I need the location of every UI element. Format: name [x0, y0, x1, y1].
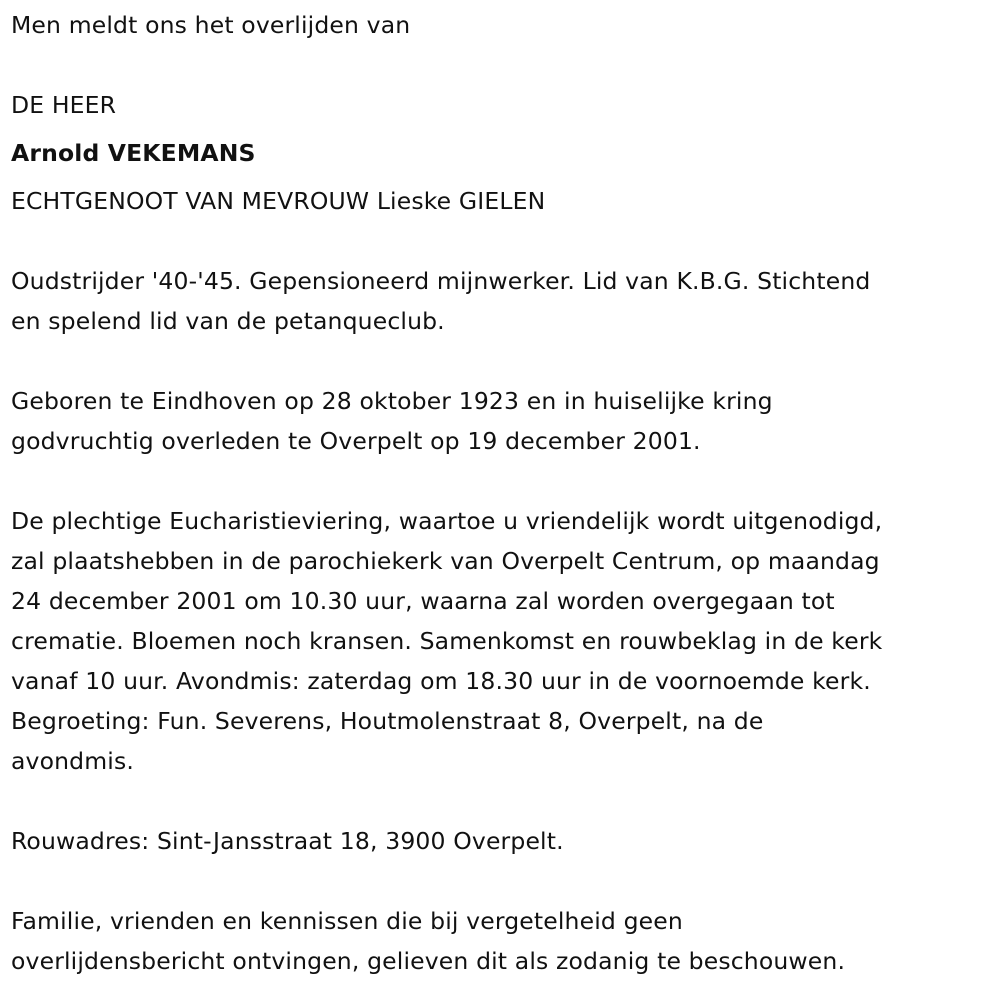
ceremony-line: vanaf 10 uur. Avondmis: zaterdag om 18.30 uur in de voornoemde kerk. [11, 667, 871, 695]
deceased-name: Arnold VEKEMANS [11, 139, 256, 167]
spouse-line: ECHTGENOOT VAN MEVROUW Lieske GIELEN [11, 187, 546, 215]
closing-line: overlijdensbericht ontvingen, gelieven dit als zodanig te beschouwen. [11, 947, 846, 975]
ceremony-line: Begroeting: Fun. Severens, Houtmolenstraat 8, Overpelt, na de [11, 707, 764, 735]
address-line: Rouwadres: Sint-Jansstraat 18, 3900 Overpelt. [11, 827, 564, 855]
bio-line: en spelend lid van de petanqueclub. [11, 307, 445, 335]
birth-death-line: godvruchtig overleden te Overpelt op 19 december 2001. [11, 427, 701, 455]
ceremony-line: zal plaatshebben in de parochiekerk van Overpelt Centrum, op maandag [11, 547, 880, 575]
bio-line: Oudstrijder '40-'45. Gepensioneerd mijnwerker. Lid van K.B.G. Stichtend [11, 267, 871, 295]
honorific: DE HEER [11, 91, 117, 119]
ceremony-line: crematie. Bloemen noch kransen. Samenkomst en rouwbeklag in de kerk [11, 627, 883, 655]
closing-line: Familie, vrienden en kennissen die bij vergetelheid geen [11, 907, 683, 935]
birth-death-line: Geboren te Eindhoven op 28 oktober 1923 en in huiselijke kring [11, 387, 773, 415]
intro-line: Men meldt ons het overlijden van [11, 11, 411, 39]
ceremony-line: avondmis. [11, 747, 134, 775]
ceremony-line: 24 december 2001 om 10.30 uur, waarna zal worden overgegaan tot [11, 587, 835, 615]
ceremony-line: De plechtige Eucharistieviering, waartoe u vriendelijk wordt uitgenodigd, [11, 507, 883, 535]
